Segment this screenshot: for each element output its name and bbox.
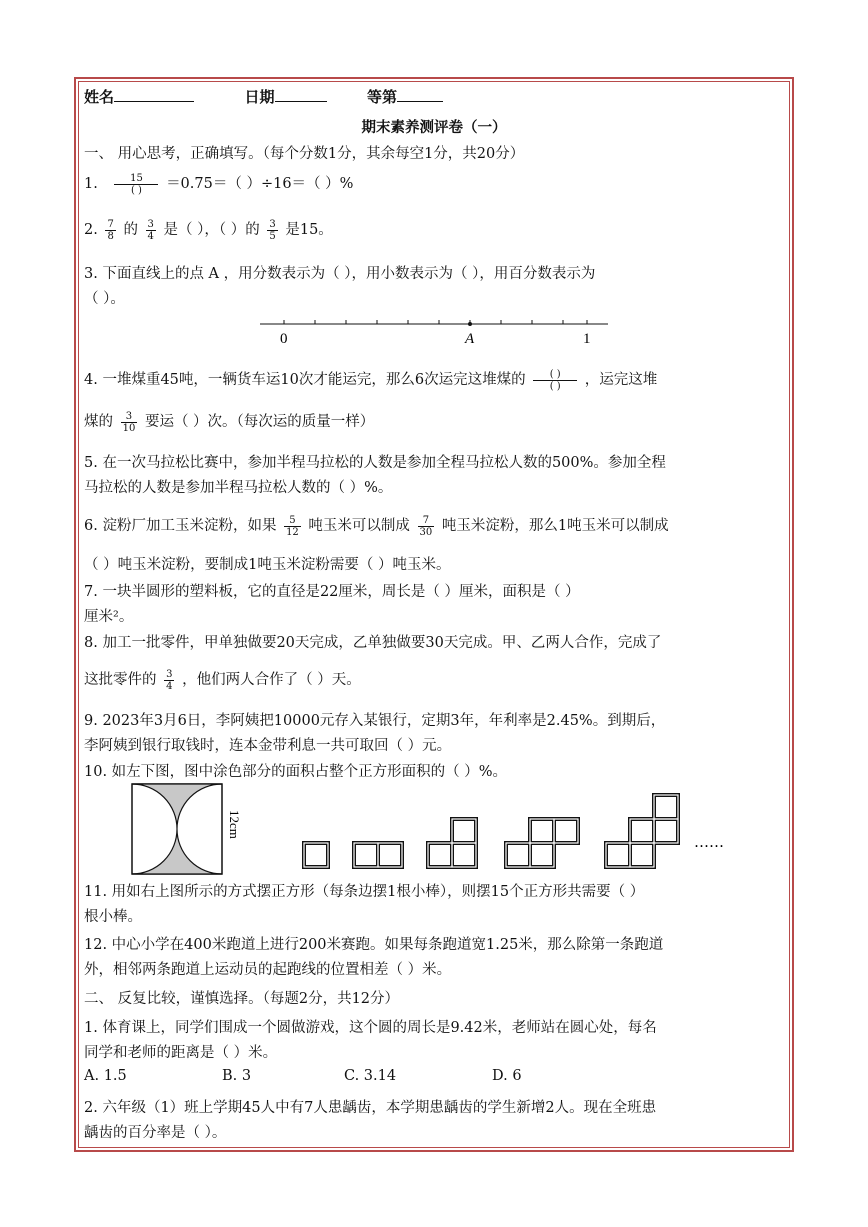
continuation-dots: …… bbox=[694, 833, 724, 851]
name-label: 姓名 bbox=[84, 88, 115, 106]
question-1-6-line1: 6. 淀粉厂加工玉米淀粉，如果 $\frac{5}{12}$ 吨玉米可以制成 $\frac{7}{30}$ 吨玉米淀粉，那么1吨玉米可以制成 bbox=[84, 514, 669, 538]
name-blank[interactable] bbox=[114, 87, 194, 102]
square-shaded-figure bbox=[130, 782, 270, 882]
option-b[interactable]: B. 3 bbox=[222, 1068, 252, 1084]
question-1-12-line2: 外，相邻两条跑道上运动员的起跑线的位置相差（ ）米。 bbox=[84, 962, 452, 978]
question-1-7-line1: 7. 一块半圆形的塑料板，它的直径是22厘米，周长是（ ）厘米，面积是（ ） bbox=[84, 584, 580, 600]
date-blank[interactable] bbox=[275, 87, 327, 102]
question-1-10-line1: 10. 如左下图，图中涂色部分的面积占整个正方形面积的（ ）%。 bbox=[84, 764, 508, 780]
question-1-9-line2: 李阿姨到银行取钱时，连本金带利息一共可取回（ ）元。 bbox=[84, 738, 452, 754]
number-line bbox=[0, 312, 868, 352]
tick-label-a: A bbox=[465, 331, 475, 347]
option-d[interactable]: D. 6 bbox=[492, 1068, 522, 1084]
question-1-11-line2: 根小棒。 bbox=[84, 909, 142, 925]
question-1-5-line1: 5. 在一次马拉松比赛中，参加半程马拉松的人数是参加全程马拉松人数的500%。参加全程 bbox=[84, 455, 666, 471]
point-a-marker bbox=[468, 322, 472, 326]
question-1-9-line1: 9. 2023年3月6日，李阿姨把10000元存入某银行，定期3年，年利率是2.45%。到期后， bbox=[84, 713, 666, 729]
matchstick-pattern bbox=[300, 785, 760, 875]
option-c[interactable]: C. 3.14 bbox=[344, 1068, 397, 1084]
question-1-7-line2: 厘米²。 bbox=[84, 609, 134, 625]
tick-label-1: 1 bbox=[583, 331, 591, 347]
question-1-1: 1. $\frac{15}{( )}$ ＝0.75＝（ ）÷16＝（ ）% bbox=[84, 172, 354, 196]
question-2-2-line2: 龋齿的百分率是（ ）。 bbox=[84, 1125, 227, 1141]
side-length-label: 12cm bbox=[227, 810, 242, 839]
question-1-3-line2: （ ）。 bbox=[84, 291, 125, 307]
grade-blank[interactable] bbox=[397, 87, 443, 102]
date-label: 日期 bbox=[244, 88, 275, 106]
question-1-8-line2: 这批零件的 $\frac{3}{4}$ ，他们两人合作了（ ）天。 bbox=[84, 668, 361, 692]
question-1-2: 2. $\frac{7}{8}$ 的 $\frac{3}{4}$ 是（ ），（ ）的 $\frac{3}{5}$ 是15。 bbox=[84, 218, 333, 242]
question-1-3-line1: 3. 下面直线上的点 A ，用分数表示为（ ），用小数表示为（ ），用百分数表示为 bbox=[84, 266, 596, 282]
tick-label-0: 0 bbox=[280, 331, 288, 347]
question-1-6-line2: （ ）吨玉米淀粉，要制成1吨玉米淀粉需要（ ）吨玉米。 bbox=[84, 557, 451, 573]
question-1-4-line1: 4. 一堆煤重45吨，一辆货车运10次才能运完，那么6次运完这堆煤的 $\frac{( )}{( )}$ ，运完这堆 bbox=[84, 368, 658, 392]
question-1-5-line2: 马拉松的人数是参加半程马拉松人数的（ ）%。 bbox=[84, 480, 393, 496]
question-2-1-line1: 1. 体育课上，同学们围成一个圆做游戏，这个圆的周长是9.42米，老师站在圆心处，每名 bbox=[84, 1020, 657, 1036]
question-1-11-line1: 11. 用如右上图所示的方式摆正方形（每条边摆1根小棒），则摆15个正方形共需要（ ） bbox=[84, 884, 645, 900]
section1-heading: 一、 用心思考，正确填写。（每个分数1分，其余每空1分，共20分） bbox=[84, 146, 525, 162]
question-2-1-line2: 同学和老师的距离是（ ）米。 bbox=[84, 1045, 278, 1061]
student-info-row bbox=[84, 86, 443, 107]
page-title: 期末素养测评卷（一） bbox=[361, 119, 507, 136]
section2-heading: 二、 反复比较，谨慎选择。（每题2分，共12分） bbox=[84, 991, 400, 1007]
question-1-4-line2: 煤的 $\frac{3}{10}$ 要运（ ）次。（每次运的质量一样） bbox=[84, 410, 375, 434]
question-1-12-line1: 12. 中心小学在400米跑道上进行200米赛跑。如果每条跑道宽1.25米，那么除第一条跑道 bbox=[84, 937, 664, 953]
grade-label: 等第 bbox=[366, 88, 397, 106]
question-1-8-line1: 8. 加工一批零件，甲单独做要20天完成，乙单独做要30天完成。甲、乙两人合作，完成了 bbox=[84, 635, 662, 651]
option-a[interactable]: A. 1.5 bbox=[84, 1068, 127, 1084]
question-2-2-line1: 2. 六年级（1）班上学期45人中有7人患龋齿，本学期患龋齿的学生新增2人。现在全班患 bbox=[84, 1100, 657, 1116]
